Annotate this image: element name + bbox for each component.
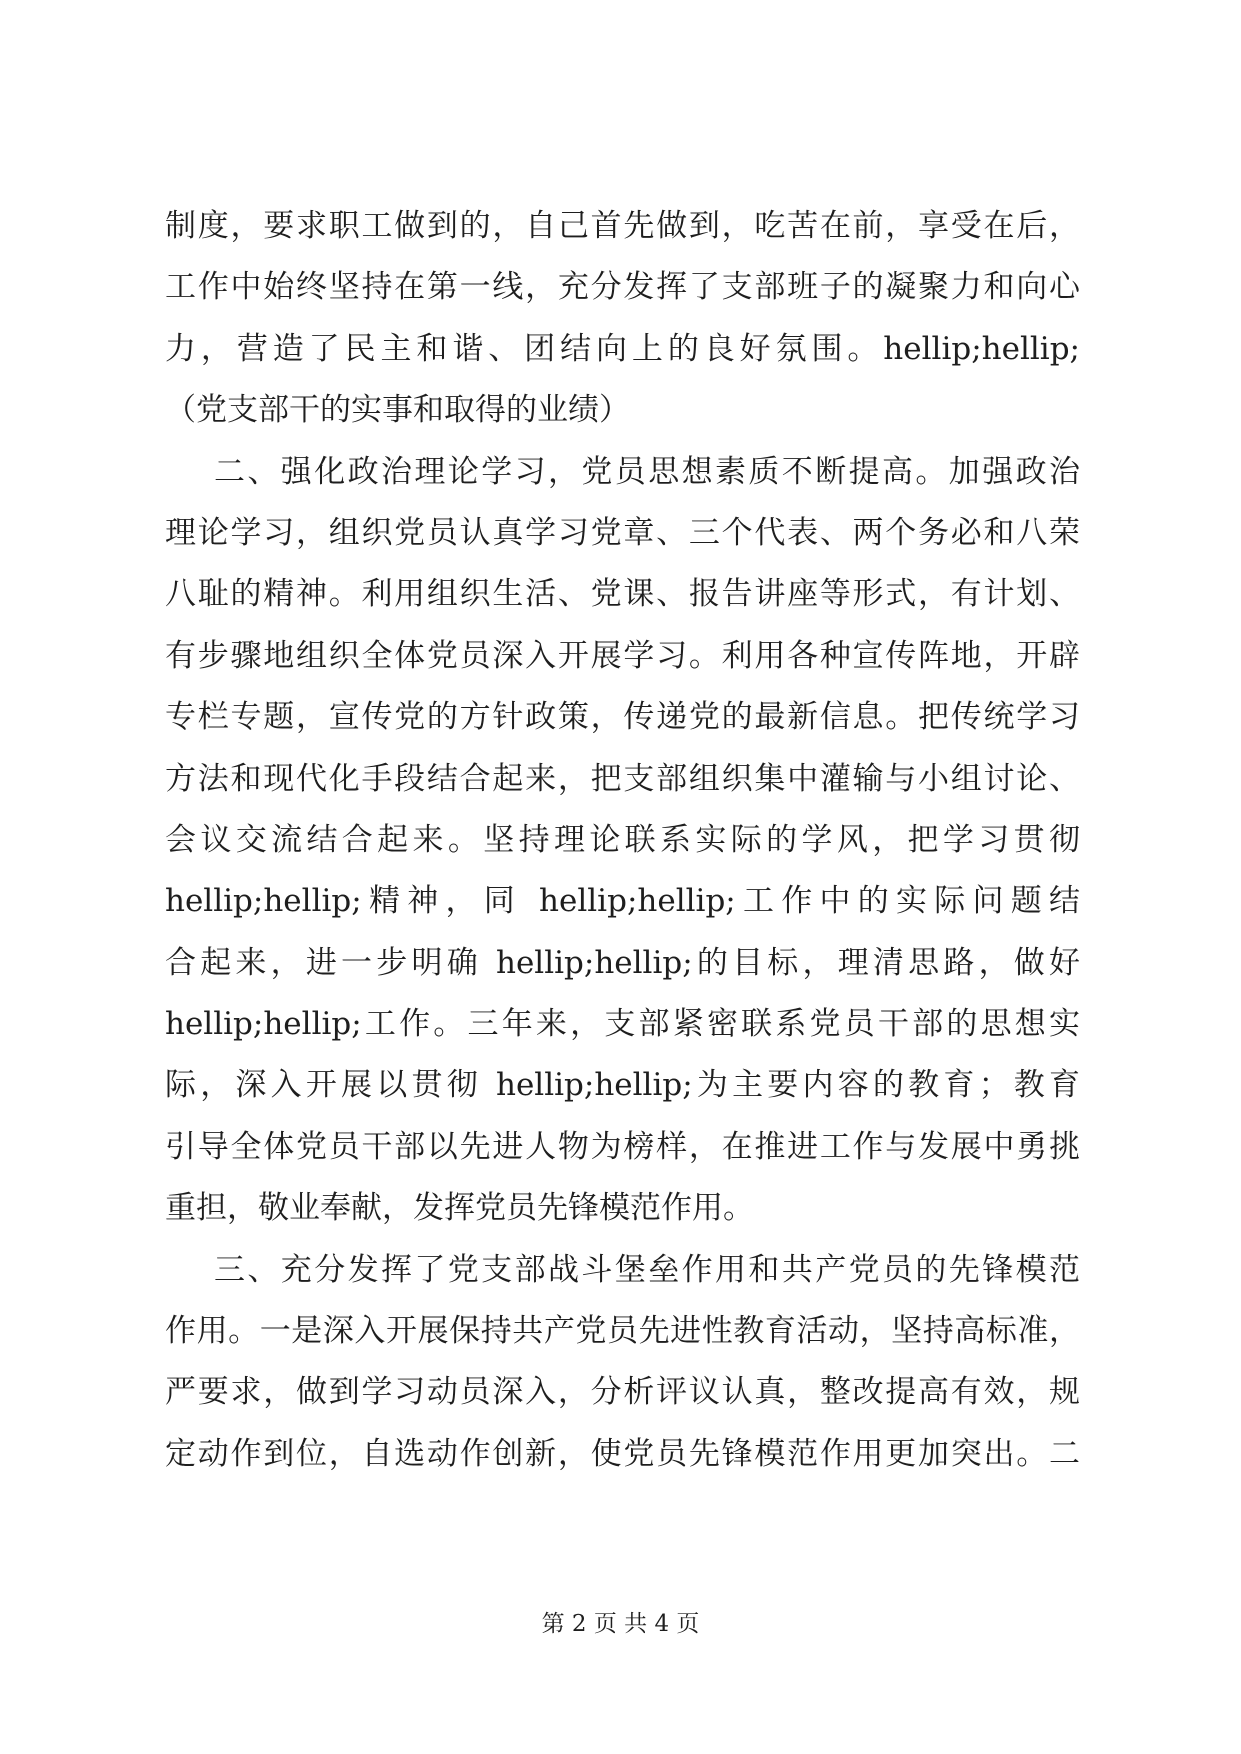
text-line: 八耻的精神。利用组织生活、党课、报告讲座等形式，有计划、 [165,576,1080,613]
text-line: （党支部干的实事和取得的业绩） [165,392,630,429]
text-line: 方法和现代化手段结合起来，把支部组织集中灌输与小组讨论、 [165,760,1080,797]
text-line: 专栏专题，宣传党的方针政策，传递党的最新信息。把传统学习 [165,699,1080,736]
page-footer: 第 2 页 共 4 页 [541,1611,700,1637]
text-line: 作用。一是深入开展保持共产党员先进性教育活动，坚持高标准， [165,1313,1080,1350]
text-line: 合起来，进一步明确 hellip;hellip;的目标，理清思路，做好 [165,944,1080,981]
text-line: 定动作到位，自选动作创新，使党员先锋模范作用更加突出。二 [165,1435,1080,1472]
text-line: 有步骤地组织全体党员深入开展学习。利用各种宣传阵地，开辟 [165,637,1080,674]
text-line: 力，营造了民主和谐、团结向上的良好氛围。hellip;hellip; [165,330,1080,367]
text-line: 工作中始终坚持在第一线，充分发挥了支部班子的凝聚力和向心 [165,269,1080,306]
text-line: 际，深入开展以贯彻 hellip;hellip;为主要内容的教育；教育 [165,1067,1080,1104]
text-line: 会议交流结合起来。坚持理论联系实际的学风，把学习贯彻 [165,821,1080,858]
text-line: 引导全体党员干部以先进人物为榜样，在推进工作与发展中勇挑 [165,1128,1080,1165]
text-line: hellip;hellip;精神，同 hellip;hellip;工作中的实际问题结 [165,883,1080,920]
text-line: 制度，要求职工做到的，自己首先做到，吃苦在前，享受在后， [165,208,1080,244]
text-line: 二、强化政治理论学习，党员思想素质不断提高。加强政治 [165,453,1080,490]
text-line: 重担，敬业奉献，发挥党员先锋模范作用。 [165,1190,754,1227]
text-line: hellip;hellip;工作。三年来，支部紧密联系党员干部的思想实 [165,1006,1080,1043]
text-line: 严要求，做到学习动员深入，分析评议认真，整改提高有效，规 [165,1374,1080,1411]
body-text [165,196,1080,1485]
text-line: 三、充分发挥了党支部战斗堡垒作用和共产党员的先锋模范 [165,1251,1080,1288]
text-line: 理论学习，组织党员认真学习党章、三个代表、两个务必和八荣 [165,514,1080,551]
